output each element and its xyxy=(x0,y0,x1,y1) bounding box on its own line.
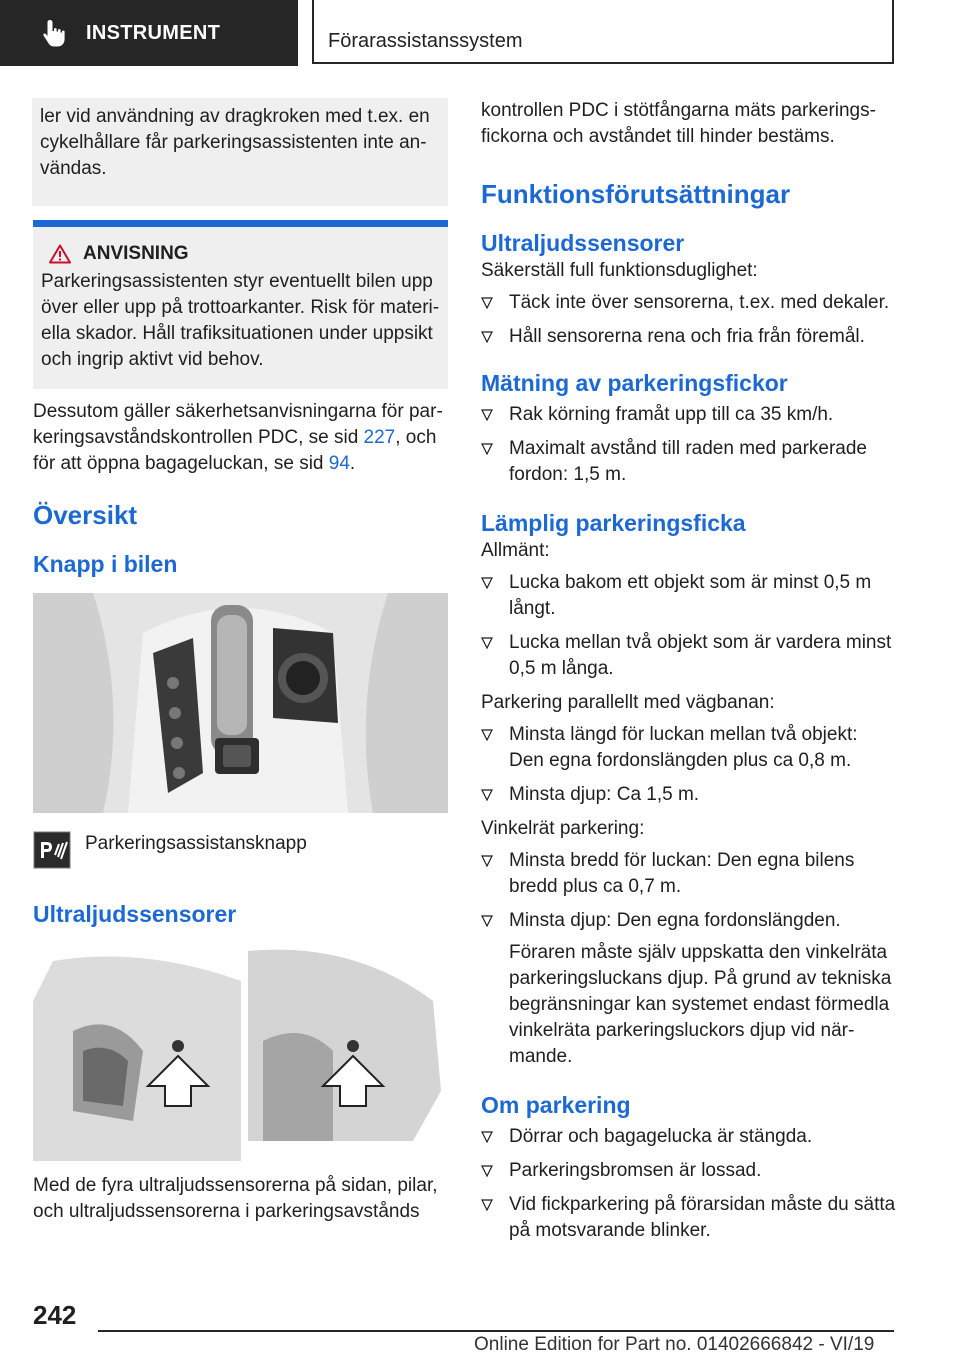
footer-divider xyxy=(98,1330,894,1332)
list-item-text: Minsta djup: Den egna fordonslängden. xyxy=(509,910,841,931)
warning-triangle-icon xyxy=(49,244,71,264)
bullet-triangle-icon xyxy=(481,443,493,455)
safety-text-c: . xyxy=(349,453,356,474)
bullet-triangle-icon xyxy=(481,729,493,741)
list-item-text: Minsta djup: Ca 1,5 m. xyxy=(509,784,700,805)
bullet-triangle-icon xyxy=(481,637,493,649)
general-list xyxy=(481,570,896,682)
bullet-triangle-icon xyxy=(481,331,493,343)
list-item-text: Rak körning framåt upp till ca 35 km/h. xyxy=(509,404,834,425)
list-item xyxy=(481,782,896,808)
list-item xyxy=(481,722,896,774)
bullet-triangle-icon xyxy=(481,1199,493,1211)
safety-paragraph xyxy=(33,399,448,477)
bullet-triangle-icon xyxy=(481,915,493,927)
bullet-triangle-icon xyxy=(481,409,493,421)
chapter-title: Förarassistanssystem xyxy=(328,30,523,52)
list-item-text: Maximalt avstånd till raden med parkerade fordon: 1,5 m. xyxy=(509,438,868,485)
continued-text: kontrollen PDC i stötfångarna mäts parkeringsfickorna och avståndet till hinder bestäms. xyxy=(481,100,876,147)
intro-text: ler vid användning av dragkroken med t.ex. en cykelhållare får parkeringsassistenten inte användas. xyxy=(40,106,430,179)
heading-suitable-space: Lämplig parkeringsficka xyxy=(481,510,746,536)
bullet-triangle-icon xyxy=(481,297,493,309)
right-column xyxy=(481,98,896,1244)
bullet-triangle-icon xyxy=(481,1131,493,1143)
notice-box xyxy=(33,220,448,389)
notice-title: ANVISNING xyxy=(83,243,189,264)
sensors-list xyxy=(481,290,896,350)
bullet-triangle-icon xyxy=(481,577,493,589)
list-item xyxy=(481,1158,896,1184)
sensors-intro: Säkerställ full funktionsduglighet: xyxy=(481,260,758,281)
list-item xyxy=(481,570,896,622)
list-item-text: Parkeringsbromsen är lossad. xyxy=(509,1160,762,1181)
section-tab xyxy=(0,0,298,66)
list-item xyxy=(481,908,896,934)
parking-assistant-icon xyxy=(33,831,71,869)
list-item xyxy=(481,1192,896,1244)
bumper-sensors-photo xyxy=(33,941,448,1161)
perpendicular-label: Vinkelrät parkering: xyxy=(481,818,645,839)
sensor-description: Med de fyra ultraljudssensorerna på sidan, pilar, och ultraljudssensorerna i parkeringsavstånds xyxy=(33,1175,438,1222)
list-item xyxy=(481,290,896,316)
list-item-text: Lucka mellan två objekt som är vardera minst 0,5 m långa. xyxy=(509,632,892,679)
safety-text-b: , och för att öppna bagageluckan, se sid xyxy=(33,427,437,474)
bullet-triangle-icon xyxy=(481,789,493,801)
hand-pointer-icon xyxy=(38,16,72,50)
list-item xyxy=(481,324,896,350)
list-item xyxy=(481,1124,896,1150)
parking-list xyxy=(481,1124,896,1244)
caption-text: Parkeringsassistansknapp xyxy=(85,833,307,854)
list-item-text: Täck inte över sensorerna, t.ex. med dekaler. xyxy=(509,292,890,313)
heading-button-in-car: Knapp i bilen xyxy=(33,551,178,577)
safety-text-a: Dessutom gäller säkerhetsanvisningarna för parkeringsavståndskontrollen PDC, se sid xyxy=(33,401,443,448)
heading-about-parking: Om parkering xyxy=(481,1092,631,1118)
list-item-text: Vid fickparkering på förarsidan måste du sätta på motsvarande blinker. xyxy=(509,1194,896,1241)
list-item-text: Dörrar och bagagelucka är stängda. xyxy=(509,1126,813,1147)
center-console-photo xyxy=(33,593,448,813)
list-item xyxy=(481,630,896,682)
list-item xyxy=(481,848,896,900)
chapter-tab xyxy=(312,0,894,64)
edition-text: Online Edition for Part no. 01402666842 - VI/19 xyxy=(474,1334,875,1355)
list-item xyxy=(481,402,896,428)
heading-requirements: Funktionsförutsättningar xyxy=(481,179,791,209)
measuring-list xyxy=(481,402,896,488)
list-item-text: Lucka bakom ett objekt som är minst 0,5 m långt. xyxy=(509,572,872,619)
page-link-94[interactable]: 94 xyxy=(328,453,350,474)
list-item-text: Håll sensorerna rena och fria från föremål. xyxy=(509,326,865,347)
notice-text: Parkeringsassistenten styr eventuellt bilen upp över eller upp på trottoarkanter. Risk för materiella skador. Håll trafiksituationen under uppsikt och ingrip aktivt vid behov. xyxy=(41,271,440,370)
photo-caption xyxy=(33,831,448,869)
bullet-triangle-icon xyxy=(481,855,493,867)
notice-heading xyxy=(41,243,440,265)
general-label: Allmänt: xyxy=(481,540,550,561)
intro-box xyxy=(32,98,448,206)
perpendicular-list xyxy=(481,848,896,934)
heading-sensors-req: Ultraljudssensorer xyxy=(481,230,685,256)
page-number: 242 xyxy=(33,1300,77,1330)
heading-measuring: Mätning av parkeringsfickor xyxy=(481,370,788,396)
list-item-text: Minsta längd för luckan mellan två objekt: Den egna fordonslängden plus ca 0,8 m. xyxy=(509,724,858,771)
heading-ultrasonic-sensors: Ultraljudssensorer xyxy=(33,901,237,927)
parallel-label: Parkering parallellt med vägbanan: xyxy=(481,692,775,713)
perpendicular-note: Föraren måste själv uppskatta den vinkelräta parkeringsluckans djup. På grund av tekniska begränsningar kan systemet endast förmedla vinkelräta parkeringsluckors djup vid närmande. xyxy=(509,942,892,1067)
parallel-list xyxy=(481,722,896,808)
list-item xyxy=(481,436,896,488)
page-header xyxy=(0,0,960,68)
page-link-227[interactable]: 227 xyxy=(363,427,396,448)
heading-overview: Översikt xyxy=(33,500,138,530)
list-item-text: Minsta bredd för luckan: Den egna bilens bredd plus ca 0,7 m. xyxy=(509,850,855,897)
left-column xyxy=(33,98,448,1225)
bullet-triangle-icon xyxy=(481,1165,493,1177)
section-title: INSTRUMENT xyxy=(86,21,221,44)
